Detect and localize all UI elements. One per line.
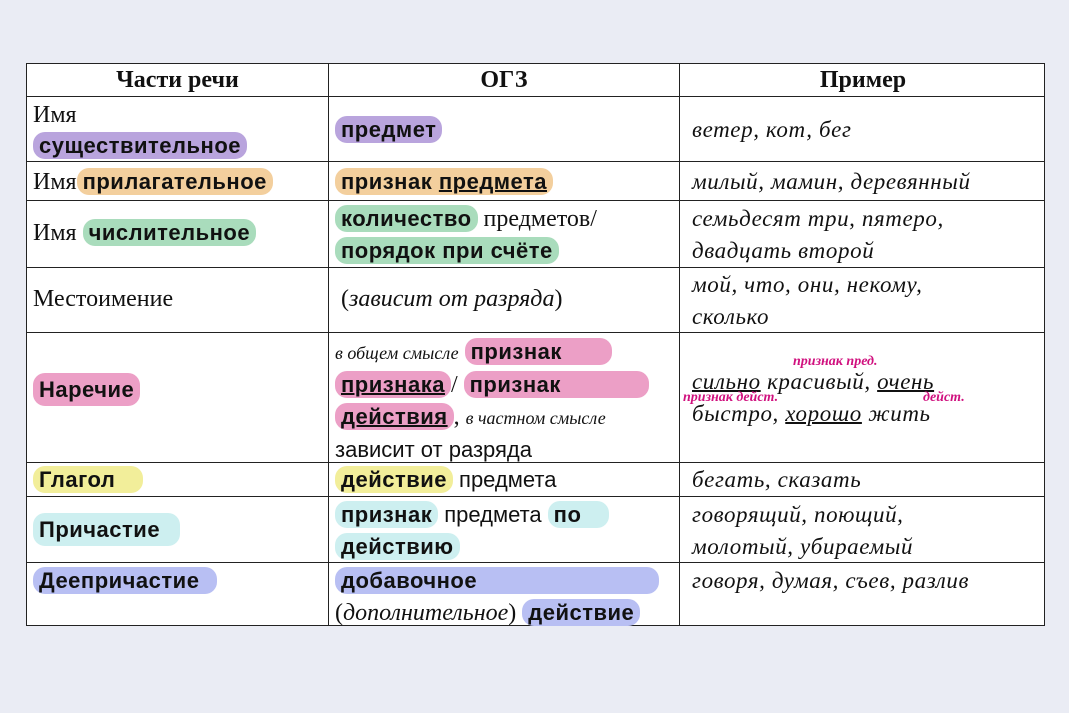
ogz-italic: зависит от разряда <box>349 286 555 312</box>
pos-noun <box>33 99 323 162</box>
header-ogz: ОГЗ <box>480 67 528 93</box>
example-numeral <box>692 203 944 267</box>
pos-pronoun: Местоимение <box>33 286 174 312</box>
pos-highlight: существительное <box>33 132 247 159</box>
pos-numeral <box>33 217 256 249</box>
pos-highlight: числительное <box>83 219 257 246</box>
paren: ) <box>554 286 563 312</box>
ogz-numeral <box>335 203 675 267</box>
ogz-text: зависит от разряда <box>335 437 533 462</box>
example-line: говорящий, поющий, <box>692 502 904 527</box>
example-line: двадцать второй <box>692 238 875 263</box>
pos-participle <box>33 514 180 546</box>
ogz-verb <box>335 464 556 496</box>
example-word: красивый, <box>767 369 871 394</box>
pos-highlight: Наречие <box>33 373 140 406</box>
ogz-noun <box>335 114 442 146</box>
column-divider <box>328 64 329 625</box>
ogz-highlight: действие <box>335 466 453 493</box>
pos-highlight: Глагол <box>33 466 143 493</box>
paren: ( <box>335 600 343 626</box>
ogz-word-underlined: предмета <box>438 169 548 194</box>
header-example: Пример <box>819 67 907 93</box>
pos-adverb <box>33 374 140 406</box>
ogz-highlight: признак <box>465 338 612 365</box>
example-word: очень <box>877 369 935 394</box>
example-word: быстро, <box>692 401 779 426</box>
pos-label: Имя <box>33 220 77 246</box>
ogz-small-italic: в частном смысле <box>465 408 606 428</box>
ogz-highlight: добавочное <box>335 567 659 594</box>
ogz-pronoun <box>341 283 562 315</box>
row-divider <box>27 267 1044 268</box>
example-word: сильно <box>692 369 761 394</box>
pos-gerund <box>33 565 217 597</box>
example-line: сколько <box>692 304 770 329</box>
ogz-small-italic: в общем смысле <box>335 343 459 363</box>
example-gerund: говоря, думая, съев, разлив <box>692 568 970 593</box>
ogz-highlight: действие <box>522 599 640 626</box>
pos-highlight: Причастие <box>33 513 180 546</box>
ogz-highlight: количество <box>335 205 478 232</box>
row-divider <box>27 200 1044 201</box>
comma: , <box>453 404 460 430</box>
example-word: жить <box>868 401 931 426</box>
example-verb: бегать, сказать <box>692 467 862 492</box>
example-participle <box>692 499 913 563</box>
pos-highlight: Деепричастие <box>33 567 217 594</box>
ogz-highlight: действию <box>335 533 460 560</box>
ogz-highlight: признак <box>335 501 438 528</box>
ogz-highlight <box>335 168 553 195</box>
ogz-adjective <box>335 166 553 198</box>
ogz-text: предметов/ <box>483 206 597 232</box>
example-pronoun <box>692 269 923 333</box>
paren: ) <box>508 600 517 626</box>
ogz-highlight: предмет <box>335 116 442 143</box>
example-noun: ветер, кот, бег <box>692 117 852 142</box>
example-line: молотый, убираемый <box>692 534 914 559</box>
pos-highlight: прилагательное <box>77 168 273 195</box>
example-line: семьдесят три, пятеро, <box>692 206 944 231</box>
example-line: мой, что, они, некому, <box>692 272 923 297</box>
annotation-label: дейст. <box>923 390 965 405</box>
ogz-text: предмета <box>444 502 542 527</box>
ogz-highlight: признака <box>335 371 451 398</box>
ogz-participle <box>335 499 680 563</box>
ogz-highlight: действия <box>335 403 454 430</box>
ogz-text: предмета <box>459 467 557 492</box>
example-word: хорошо <box>785 401 862 426</box>
ogz-highlight: порядок при счёте <box>335 237 559 264</box>
row-divider <box>27 496 1044 497</box>
slash: / <box>450 372 458 398</box>
ogz-highlight: по <box>548 501 610 528</box>
pos-label: Имя <box>33 169 77 195</box>
ogz-highlight: признак <box>464 371 649 398</box>
header-pos: Части речи <box>116 67 239 93</box>
row-divider <box>27 96 1044 97</box>
parts-of-speech-table <box>26 63 1045 626</box>
annotation-label: признак дейст. <box>683 390 779 405</box>
example-adjective: милый, мамин, деревянный <box>692 169 971 194</box>
annotation-label: признак пред. <box>793 354 878 369</box>
ogz-italic: дополнительное <box>343 600 509 626</box>
ogz-gerund <box>335 565 680 629</box>
ogz-adverb <box>335 336 680 466</box>
pos-label: Имя <box>33 102 77 128</box>
ogz-word: признак <box>341 169 433 194</box>
pos-verb <box>33 464 143 496</box>
paren: ( <box>341 286 349 312</box>
pos-adjective <box>33 166 273 198</box>
